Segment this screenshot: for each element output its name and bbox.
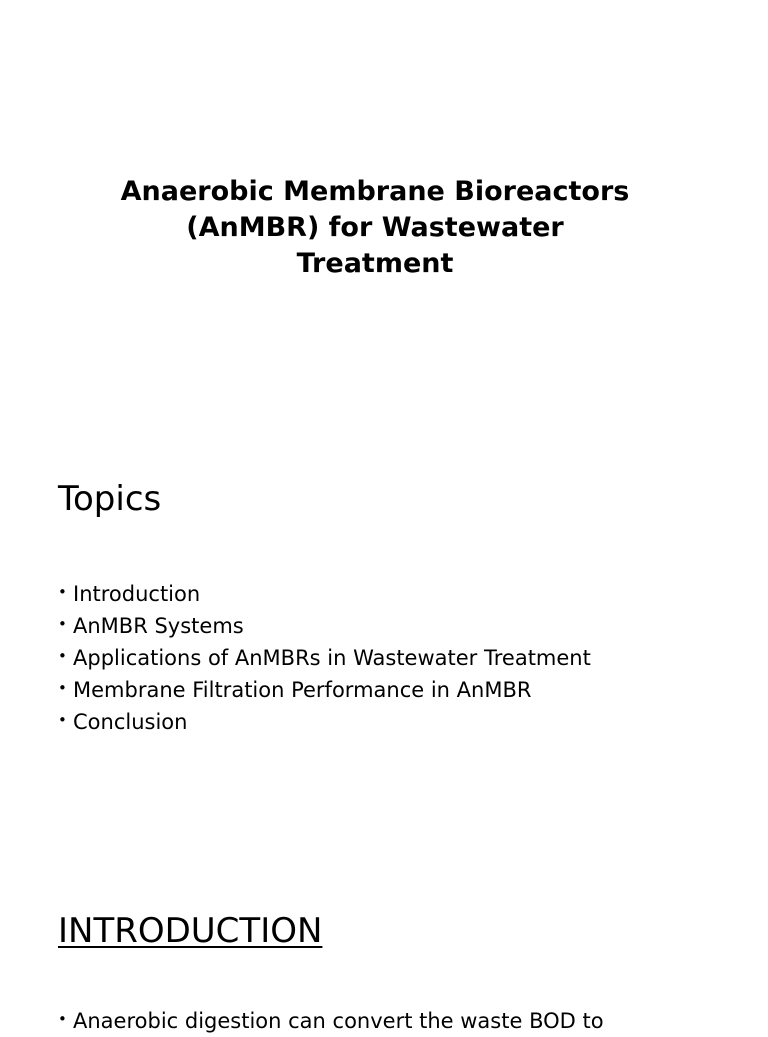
topics-heading: Topics [58, 479, 162, 519]
topics-list-item: • Conclusion [58, 706, 591, 738]
slide-title-line-3: Treatment [296, 248, 454, 279]
slide-title [60, 174, 690, 282]
slide-title-line-1: Anaerobic Membrane Bioreactors [120, 176, 630, 207]
introduction-first-bullet: • Anaerobic digestion can convert the waste BOD to [58, 1005, 604, 1037]
topics-list-item: • Introduction [58, 578, 591, 610]
topics-list-item: • Applications of AnMBRs in Wastewater Treatment [58, 642, 591, 674]
slide-title-line-2: (AnMBR) for Wastewater [186, 212, 564, 243]
topics-list [58, 578, 591, 738]
topics-list-item: • AnMBR Systems [58, 610, 591, 642]
topics-list-item: • Membrane Filtration Performance in AnMBR [58, 674, 591, 706]
introduction-heading: INTRODUCTION [58, 911, 323, 951]
